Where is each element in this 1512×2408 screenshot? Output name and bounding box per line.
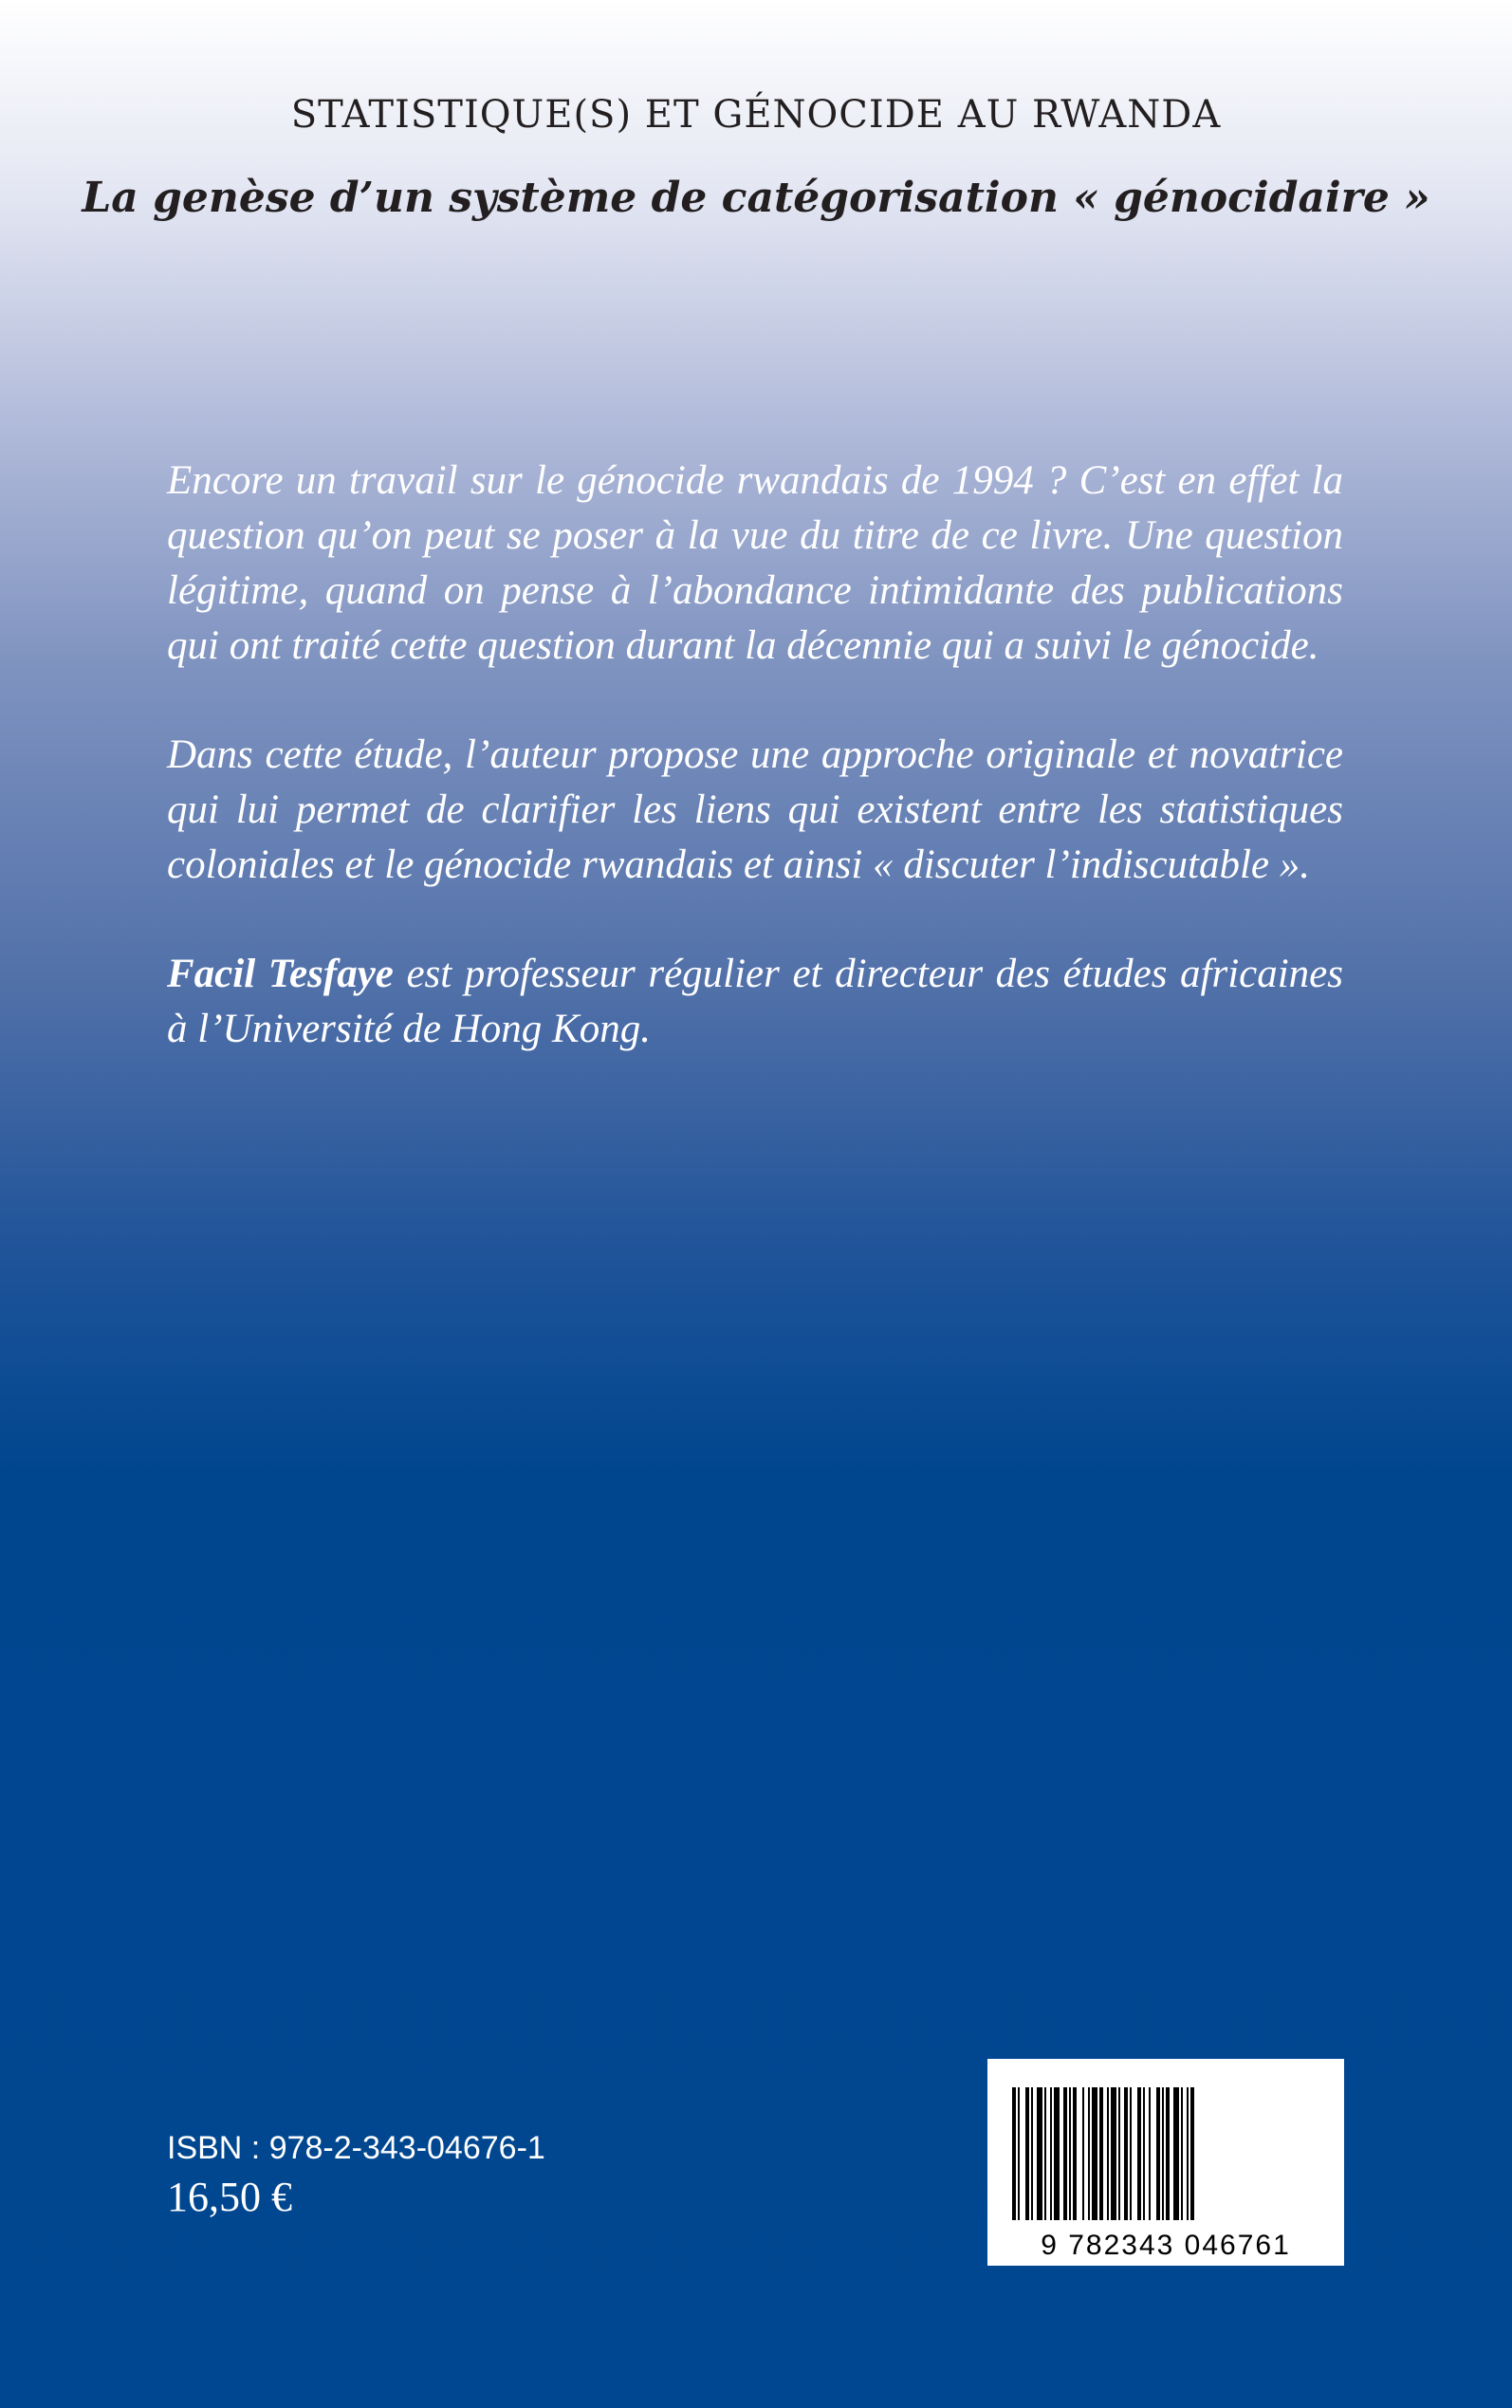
barcode-bar xyxy=(1124,2087,1128,2220)
barcode-digits: 9 782343 046761 xyxy=(1041,2230,1291,2261)
barcode-bar xyxy=(1025,2087,1029,2220)
barcode-bar xyxy=(1088,2087,1090,2220)
author-bio-text: est professeur régulier et directeur des études africaines à l’Université de Hong Kong. xyxy=(167,952,1343,1051)
barcode-bar xyxy=(1190,2087,1194,2220)
barcode xyxy=(987,2059,1344,2266)
barcode-bar xyxy=(1018,2087,1020,2220)
blurb-paragraph-1: Encore un travail sur le génocide rwandais de 1994 ? C’est en effet la question qu’on peut se poser à la vue du titre de ce livre. Une question légitime, quand on pense à l’abondance intimidante des publications qui ont traité cette question durant la décennie qui a suivi le génocide. xyxy=(167,458,1343,668)
barcode-bar xyxy=(1099,2087,1103,2220)
barcode-bar xyxy=(1118,2087,1120,2220)
barcode-bar xyxy=(1107,2087,1109,2220)
barcode-bar xyxy=(1082,2087,1084,2220)
author-bio xyxy=(167,947,1343,1057)
barcode-bar xyxy=(1037,2087,1042,2220)
barcode-bar xyxy=(1166,2087,1170,2220)
barcode-bar xyxy=(1012,2087,1016,2220)
barcode-bar xyxy=(1111,2087,1116,2220)
isbn-label: ISBN : 978-2-343-04676-1 xyxy=(167,2130,545,2166)
barcode-bar xyxy=(1149,2087,1151,2220)
price-label: 16,50 € xyxy=(167,2174,292,2220)
barcode-bar xyxy=(1054,2087,1060,2220)
barcode-bar xyxy=(1044,2087,1046,2220)
barcode-bar xyxy=(1162,2087,1164,2220)
barcode-bar xyxy=(1063,2087,1067,2220)
author-name: Facil Tesfaye xyxy=(167,952,394,996)
barcode-bars xyxy=(1012,2087,1194,2220)
book-subtitle: La genèse d’un système de catégorisation « génocidaire » xyxy=(82,174,1430,222)
book-title: STATISTIQUE(S) ET GÉNOCIDE AU RWANDA xyxy=(290,93,1222,137)
barcode-bar xyxy=(1173,2087,1179,2220)
barcode-bar xyxy=(1069,2087,1071,2220)
barcode-bar xyxy=(1137,2087,1141,2220)
barcode-bar xyxy=(1187,2087,1189,2220)
barcode-bar xyxy=(1092,2087,1097,2220)
barcode-graphic xyxy=(987,2059,1344,2266)
barcode-bar xyxy=(1130,2087,1132,2220)
blurb-text xyxy=(167,454,1343,1111)
barcode-bar xyxy=(1031,2087,1033,2220)
barcode-bar xyxy=(1050,2087,1052,2220)
blurb-paragraph-2: Dans cette étude, l’auteur propose une approche originale et novatrice qui lui permet de clarifier les liens qui existent entre les statistiques coloniales et le génocide rwandais et ainsi « discuter l’indiscutable ». xyxy=(167,732,1343,887)
barcode-bar xyxy=(1181,2087,1183,2220)
barcode-bar xyxy=(1143,2087,1145,2220)
barcode-bar xyxy=(1156,2087,1160,2220)
barcode-bar xyxy=(1073,2087,1077,2220)
